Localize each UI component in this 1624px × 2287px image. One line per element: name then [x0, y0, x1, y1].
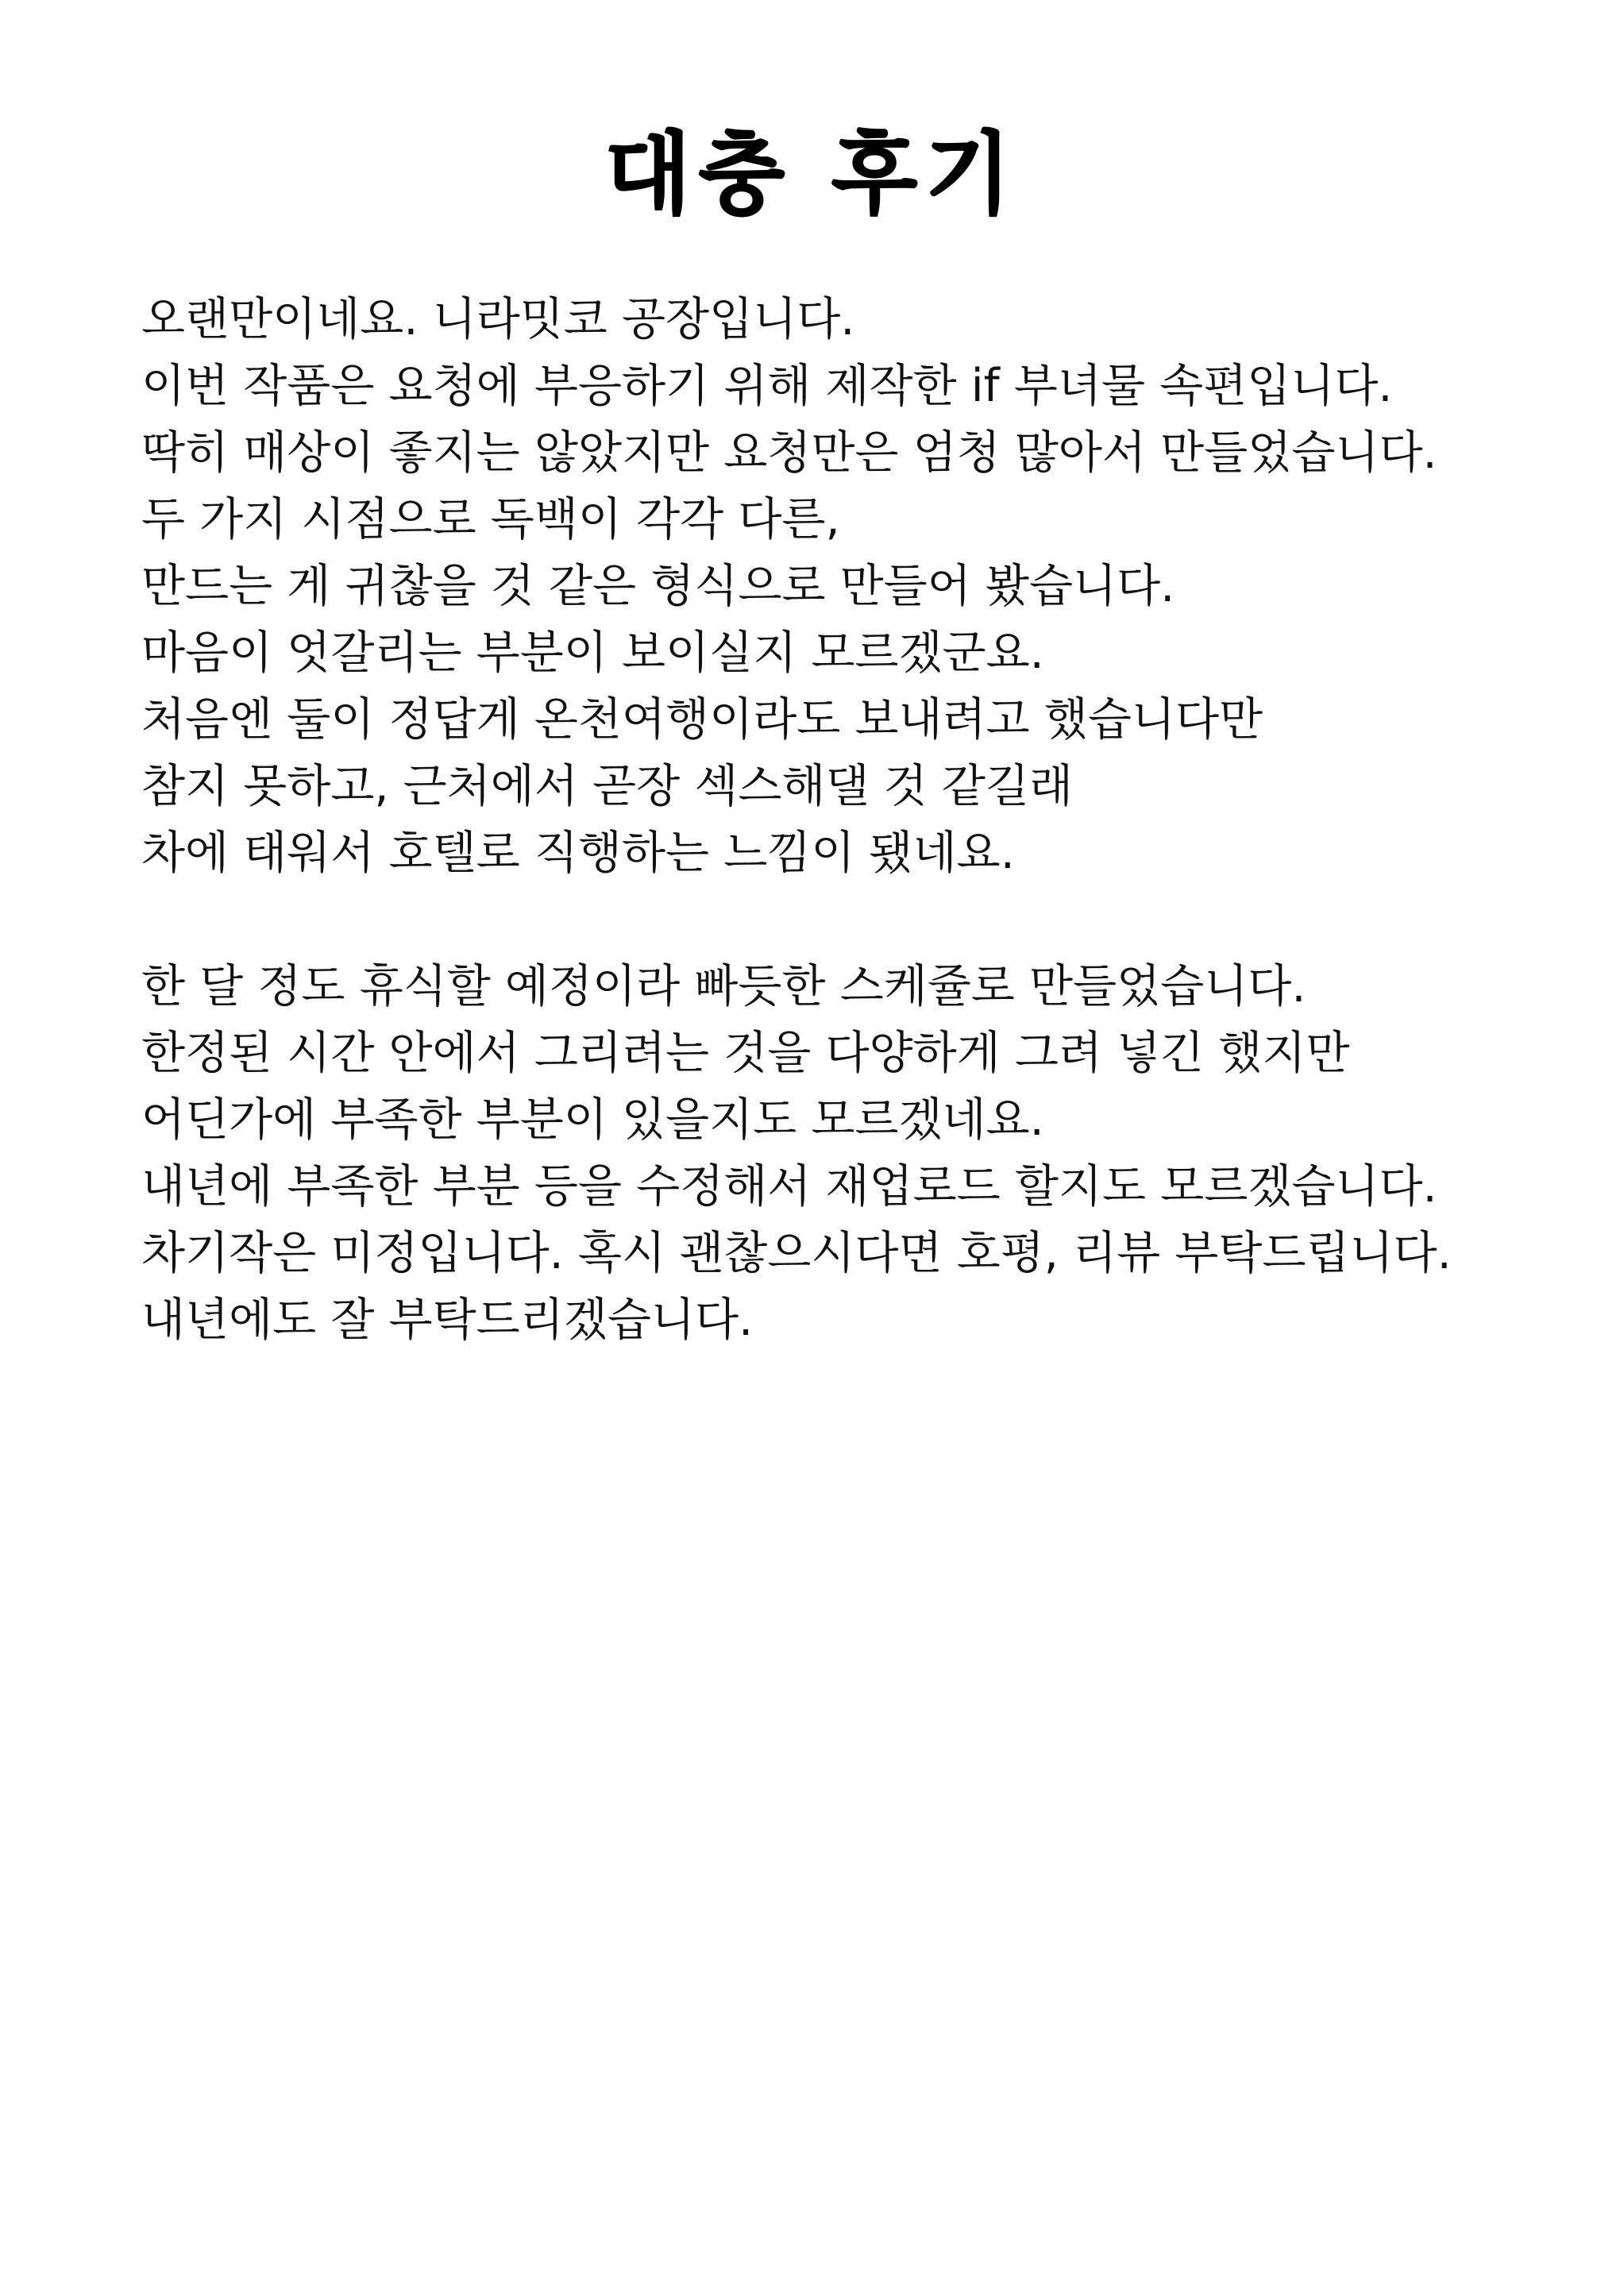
text-line: 처음엔 둘이 정답게 온천여행이라도 보내려고 했습니다만	[141, 693, 1263, 746]
text-line: 한 달 정도 휴식할 예정이라 빠듯한 스케쥴로 만들었습니다.	[141, 960, 1306, 1012]
afterword-body	[141, 286, 1507, 1353]
text-line: 마음이 엇갈리는 부분이 보이실지 모르겠군요.	[141, 627, 1044, 679]
text-line: 차기작은 미정입니다. 혹시 괜찮으시다면 호평, 리뷰 부탁드립니다.	[141, 1227, 1452, 1279]
text-line: 내년에도 잘 부탁드리겠습니다.	[141, 1294, 754, 1346]
page-title: 대충 후기	[604, 123, 1020, 226]
paragraph-2	[141, 953, 1507, 1353]
text-line: 내년에 부족한 부분 등을 수정해서 재업로드 할지도 모르겠습니다.	[141, 1160, 1437, 1213]
text-line: 이번 작품은 요청에 부응하기 위해 제작한 if 부녀물 속편입니다.	[141, 360, 1393, 412]
text-line: 한정된 시간 안에서 그리려는 것을 다양하게 그려 넣긴 했지만	[141, 1027, 1350, 1079]
paragraph-1	[141, 286, 1507, 886]
text-line: 두 가지 시점으로 독백이 각각 다른,	[141, 493, 840, 546]
text-line: 딱히 매상이 좋지는 않았지만 요청만은 엄청 많아서 만들었습니다.	[141, 426, 1437, 479]
text-line: 오랜만이네요. 니라밋코 공장입니다.	[141, 293, 855, 345]
text-line: 차에 태워서 호텔로 직행하는 느낌이 됐네요.	[141, 827, 1015, 879]
text-line: 참지 못하고, 근처에서 곧장 섹스해댈 것 같길래	[141, 760, 1074, 812]
text-line: 만드는 게 귀찮을 것 같은 형식으로 만들어 봤습니다.	[141, 560, 1175, 612]
text-line: 어딘가에 부족한 부분이 있을지도 모르겠네요.	[141, 1093, 1044, 1146]
